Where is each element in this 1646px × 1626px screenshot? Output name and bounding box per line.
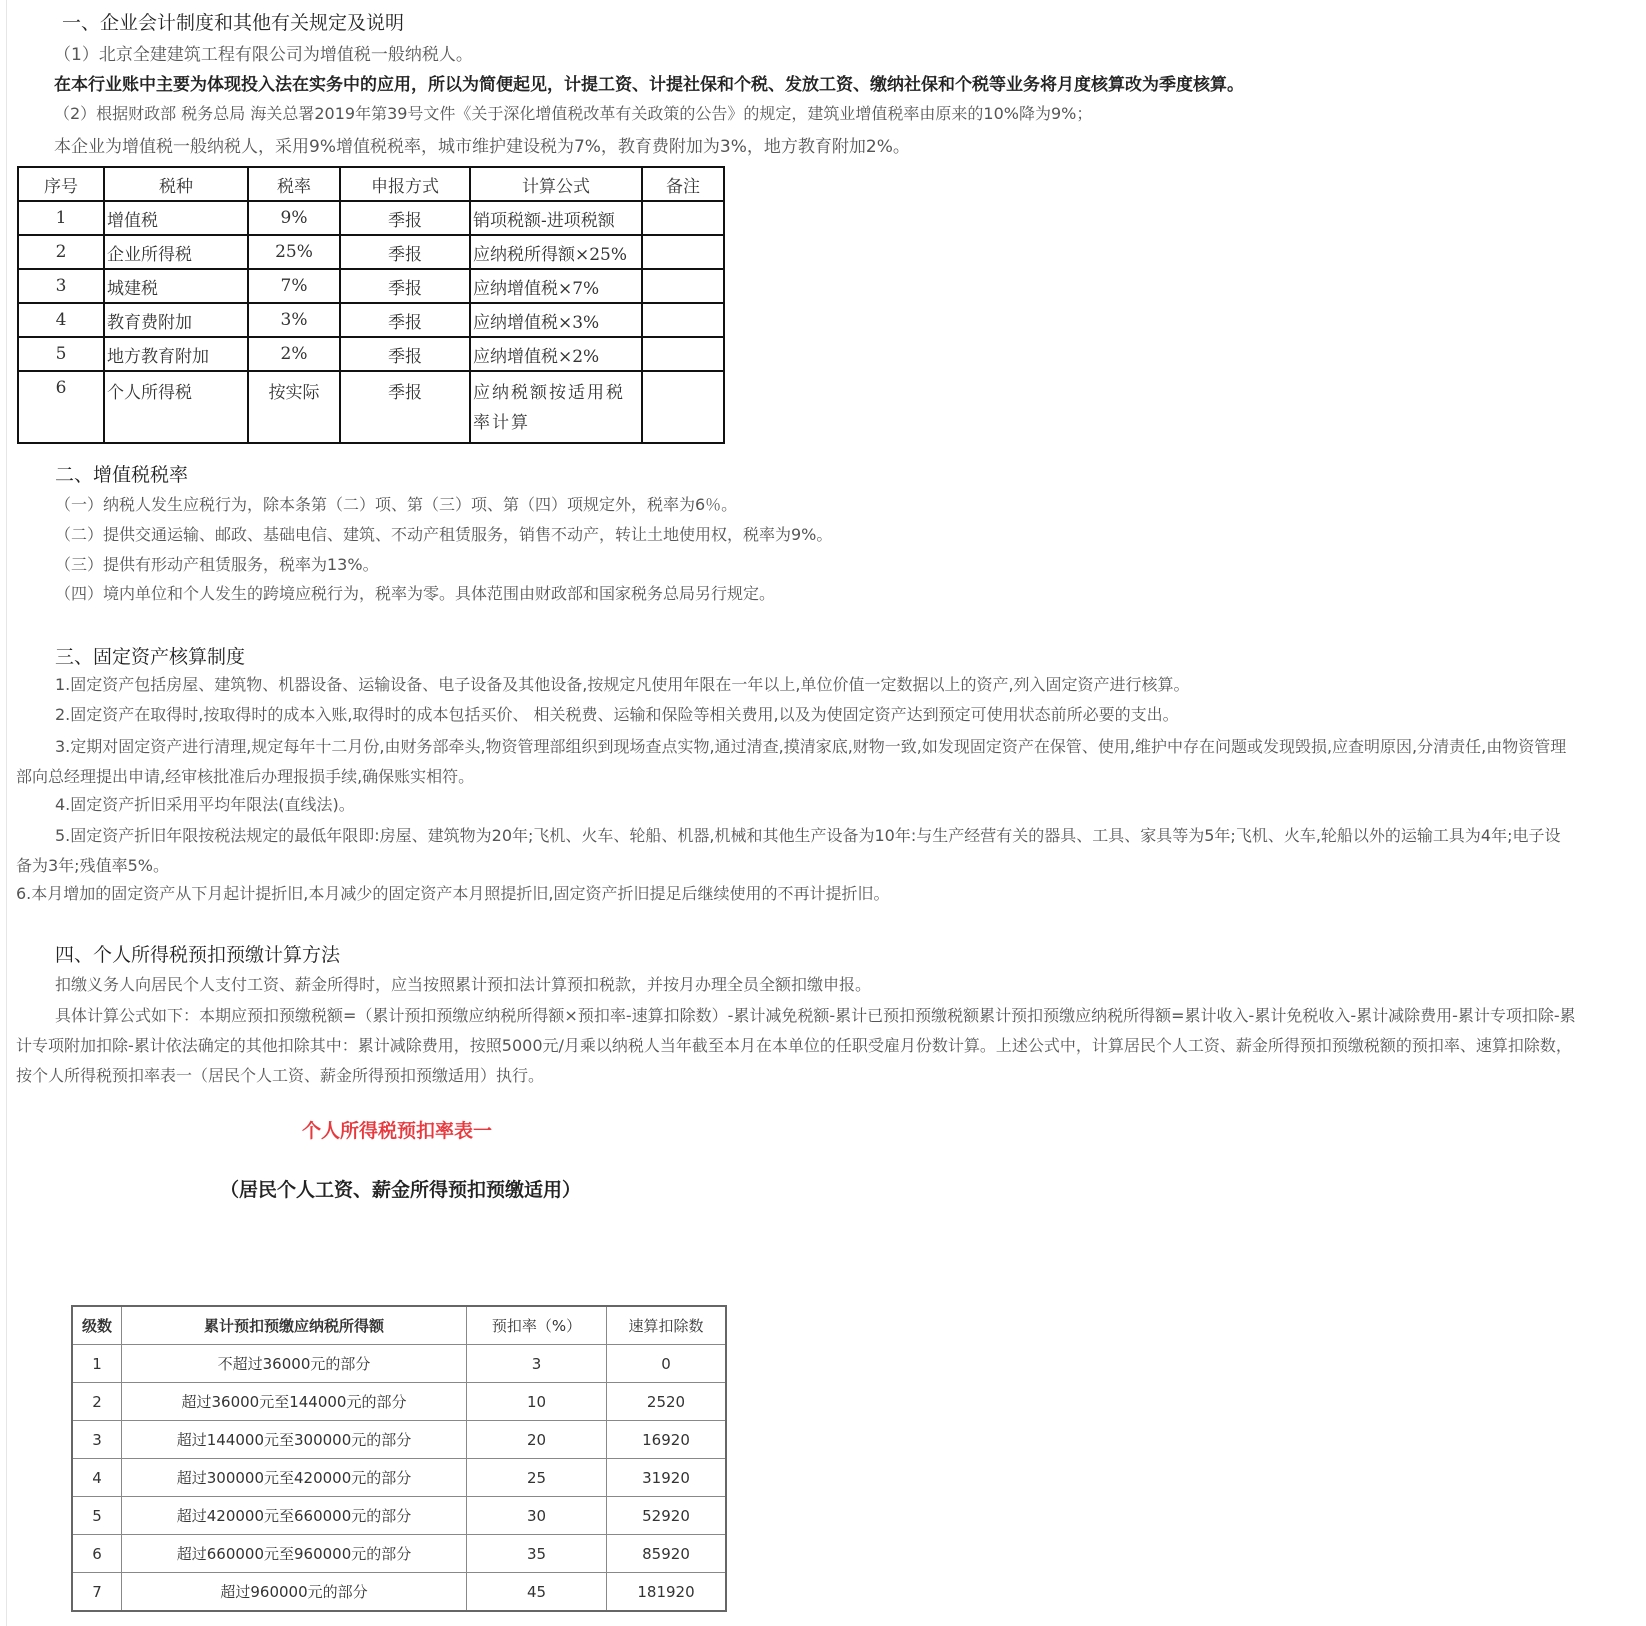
cell-note (642, 235, 724, 269)
table-row (18, 337, 724, 371)
cell-level: 4 (72, 1459, 122, 1497)
section2-item: （一）纳税人发生应税行为，除本条第（二）项、第（三）项、第（四）项规定外，税率为6％。 (55, 495, 738, 514)
table-row (18, 235, 724, 269)
table-row (72, 1345, 726, 1383)
cell-quick-deduction: 2520 (607, 1383, 727, 1421)
table-header-row (72, 1306, 726, 1345)
withholding-rate-table (71, 1305, 727, 1612)
cell-rate: 7% (248, 269, 340, 303)
cell-tax-type: 城建税 (104, 269, 248, 303)
cell-level: 3 (72, 1421, 122, 1459)
cell-income-range: 超过660000元至960000元的部分 (122, 1535, 467, 1573)
section3-item: 2.固定资产在取得时,按取得时的成本入账,取得时的成本包括买价、 相关税费、运输和保险等相关费用,以及为使固定资产达到预定可使用状态前所必要的支出。 (55, 705, 1179, 724)
section2-item: （二）提供交通运输、邮政、基础电信、建筑、不动产租赁服务，销售不动产，转让土地使用权，税率为9%。 (55, 525, 833, 544)
table-row (18, 303, 724, 337)
rate-table-subtitle: （居民个人工资、薪金所得预扣预缴适用） (220, 1179, 582, 1201)
cell-quick-deduction: 16920 (607, 1421, 727, 1459)
header-cell: 申报方式 (340, 167, 470, 201)
header-cell: 备注 (642, 167, 724, 201)
header-cell: 累计预扣预缴应纳税所得额 (122, 1306, 467, 1345)
section4-p1: 扣缴义务人向居民个人支付工资、薪金所得时，应当按照累计预扣法计算预扣税款，并按月办理全员全额扣缴申报。 (55, 975, 872, 994)
header-cell: 税种 (104, 167, 248, 201)
section4-title: 四、个人所得税预扣预缴计算方法 (55, 944, 341, 966)
cell-index: 4 (18, 303, 104, 337)
table-row (72, 1421, 726, 1459)
cell-income-range: 超过144000元至300000元的部分 (122, 1421, 467, 1459)
cell-rate: 10 (467, 1383, 607, 1421)
cell-rate: 3% (248, 303, 340, 337)
section3-item: 4.固定资产折旧采用平均年限法(直线法)。 (55, 795, 355, 814)
section3-item: 5.固定资产折旧年限按税法规定的最低年限即:房屋、建筑物为20年;飞机、火车、轮船、机器,机械和其他生产设备为10年:与生产经营有关的器具、工具、家具等为5年;飞机、火车,轮船以外的运输工具为4年;电子设备为3年;残值率5%。 (16, 826, 1561, 875)
cell-quick-deduction: 181920 (607, 1573, 727, 1612)
table-row (18, 201, 724, 235)
cell-filing: 季报 (340, 371, 470, 443)
section2-item: （四）境内单位和个人发生的跨境应税行为，税率为零。具体范围由财政部和国家税务总局另行规定。 (55, 584, 776, 603)
cell-note (642, 337, 724, 371)
cell-formula: 应纳税额按适用税率计算 (470, 371, 642, 443)
section1-p1: （1）北京全建建筑工程有限公司为增值税一般纳税人。 (54, 45, 473, 65)
section4-p2: 具体计算公式如下：本期应预扣预缴税额=（累计预扣预缴应纳税所得额×预扣率-速算扣除数）-累计减免税额-累计已预扣预缴税额累计预扣预缴应纳税所得额=累计收入-累计免税收入-累计减除费用-累计专项扣除-累计专项附加扣除-累计依法确定的其他扣除其中：累计减除费用，按照5000元/月乘以纳税人当年截至本月在本单位的任职受雇月份数计算。上述公式中，计算居民个人工资、薪金所得预扣预缴税额的预扣率、速算扣除数，按个人所得税预扣率表一（居民个人工资、薪金所得预扣预缴适用）执行。 (16, 1006, 1576, 1085)
table-row (72, 1497, 726, 1535)
cell-rate: 45 (467, 1573, 607, 1612)
cell-index: 1 (18, 201, 104, 235)
table-row (72, 1573, 726, 1612)
cell-index: 6 (18, 371, 104, 443)
cell-formula: 应纳增值税×2% (470, 337, 642, 371)
section3-item: 1.固定资产包括房屋、建筑物、机器设备、运输设备、电子设备及其他设备,按规定凡使用年限在一年以上,单位价值一定数据以上的资产,列入固定资产进行核算。 (55, 675, 1190, 694)
cell-rate: 30 (467, 1497, 607, 1535)
table-row (72, 1383, 726, 1421)
tax-type-table (17, 166, 725, 444)
cell-quick-deduction: 0 (607, 1345, 727, 1383)
cell-tax-type: 地方教育附加 (104, 337, 248, 371)
cell-level: 2 (72, 1383, 122, 1421)
section1-p3: 本企业为增值税一般纳税人，采用9%增值税税率，城市维护建设税为7%，教育费附加为3%，地方教育附加2%。 (54, 137, 910, 157)
cell-tax-type: 增值税 (104, 201, 248, 235)
section1-p2: （2）根据财政部 税务总局 海关总署2019年第39号文件《关于深化增值税改革有关政策的公告》的规定，建筑业增值税率由原来的10%降为9%； (54, 104, 1093, 123)
table-row (72, 1535, 726, 1573)
cell-note (642, 269, 724, 303)
section2-title: 二、增值税税率 (55, 464, 189, 486)
cell-income-range: 超过300000元至420000元的部分 (122, 1459, 467, 1497)
cell-filing: 季报 (340, 269, 470, 303)
cell-rate: 按实际 (248, 371, 340, 443)
section1-bold-note: 在本行业账中主要为体现投入法在实务中的应用，所以为简便起见，计提工资、计提社保和个税、发放工资、缴纳社保和个税等业务将月度核算改为季度核算。 (54, 75, 1244, 95)
cell-income-range: 不超过36000元的部分 (122, 1345, 467, 1383)
cell-note (642, 201, 724, 235)
table-header-row (18, 167, 724, 201)
cell-rate: 3 (467, 1345, 607, 1383)
section3-title: 三、固定资产核算制度 (55, 646, 246, 668)
cell-quick-deduction: 85920 (607, 1535, 727, 1573)
cell-filing: 季报 (340, 235, 470, 269)
cell-index: 2 (18, 235, 104, 269)
cell-rate: 2% (248, 337, 340, 371)
header-cell: 计算公式 (470, 167, 642, 201)
cell-rate: 25 (467, 1459, 607, 1497)
header-cell: 级数 (72, 1306, 122, 1345)
cell-rate: 25% (248, 235, 340, 269)
rate-table-title: 个人所得税预扣率表一 (302, 1120, 493, 1142)
cell-index: 5 (18, 337, 104, 371)
cell-income-range: 超过420000元至660000元的部分 (122, 1497, 467, 1535)
cell-formula: 应纳税所得额×25% (470, 235, 642, 269)
section2-item: （三）提供有形动产租赁服务，税率为13%。 (55, 555, 379, 574)
cell-income-range: 超过36000元至144000元的部分 (122, 1383, 467, 1421)
cell-rate: 9% (248, 201, 340, 235)
table-row (72, 1459, 726, 1497)
cell-formula: 销项税额-进项税额 (470, 201, 642, 235)
cell-note (642, 371, 724, 443)
table-row (18, 371, 724, 443)
cell-level: 7 (72, 1573, 122, 1612)
cell-note (642, 303, 724, 337)
cell-rate: 20 (467, 1421, 607, 1459)
cell-level: 5 (72, 1497, 122, 1535)
cell-quick-deduction: 52920 (607, 1497, 727, 1535)
cell-level: 1 (72, 1345, 122, 1383)
cell-formula: 应纳增值税×7% (470, 269, 642, 303)
cell-filing: 季报 (340, 303, 470, 337)
header-cell: 预扣率（%） (467, 1306, 607, 1345)
cell-index: 3 (18, 269, 104, 303)
page-left-border (6, 0, 7, 1626)
cell-filing: 季报 (340, 337, 470, 371)
cell-level: 6 (72, 1535, 122, 1573)
cell-tax-type: 企业所得税 (104, 235, 248, 269)
cell-income-range: 超过960000元的部分 (122, 1573, 467, 1612)
cell-quick-deduction: 31920 (607, 1459, 727, 1497)
section1-title: 一、企业会计制度和其他有关规定及说明 (62, 12, 405, 34)
cell-filing: 季报 (340, 201, 470, 235)
header-cell: 速算扣除数 (607, 1306, 727, 1345)
cell-tax-type: 个人所得税 (104, 371, 248, 443)
cell-tax-type: 教育费附加 (104, 303, 248, 337)
header-cell: 序号 (18, 167, 104, 201)
table-row (18, 269, 724, 303)
cell-rate: 35 (467, 1535, 607, 1573)
header-cell: 税率 (248, 167, 340, 201)
cell-formula: 应纳增值税×3% (470, 303, 642, 337)
section3-item: 6.本月增加的固定资产从下月起计提折旧,本月减少的固定资产本月照提折旧,固定资产折旧提足后继续使用的不再计提折旧。 (16, 884, 890, 903)
section3-item: 3.定期对固定资产进行清理,规定每年十二月份,由财务部牵头,物资管理部组织到现场查点实物,通过清查,摸清家底,财物一致,如发现固定资产在保管、使用,维护中存在问题或发现毁损,应查明原因,分清责任,由物资管理部向总经理提出申请,经审核批准后办理报损手续,确保账实相符。 (16, 737, 1567, 786)
